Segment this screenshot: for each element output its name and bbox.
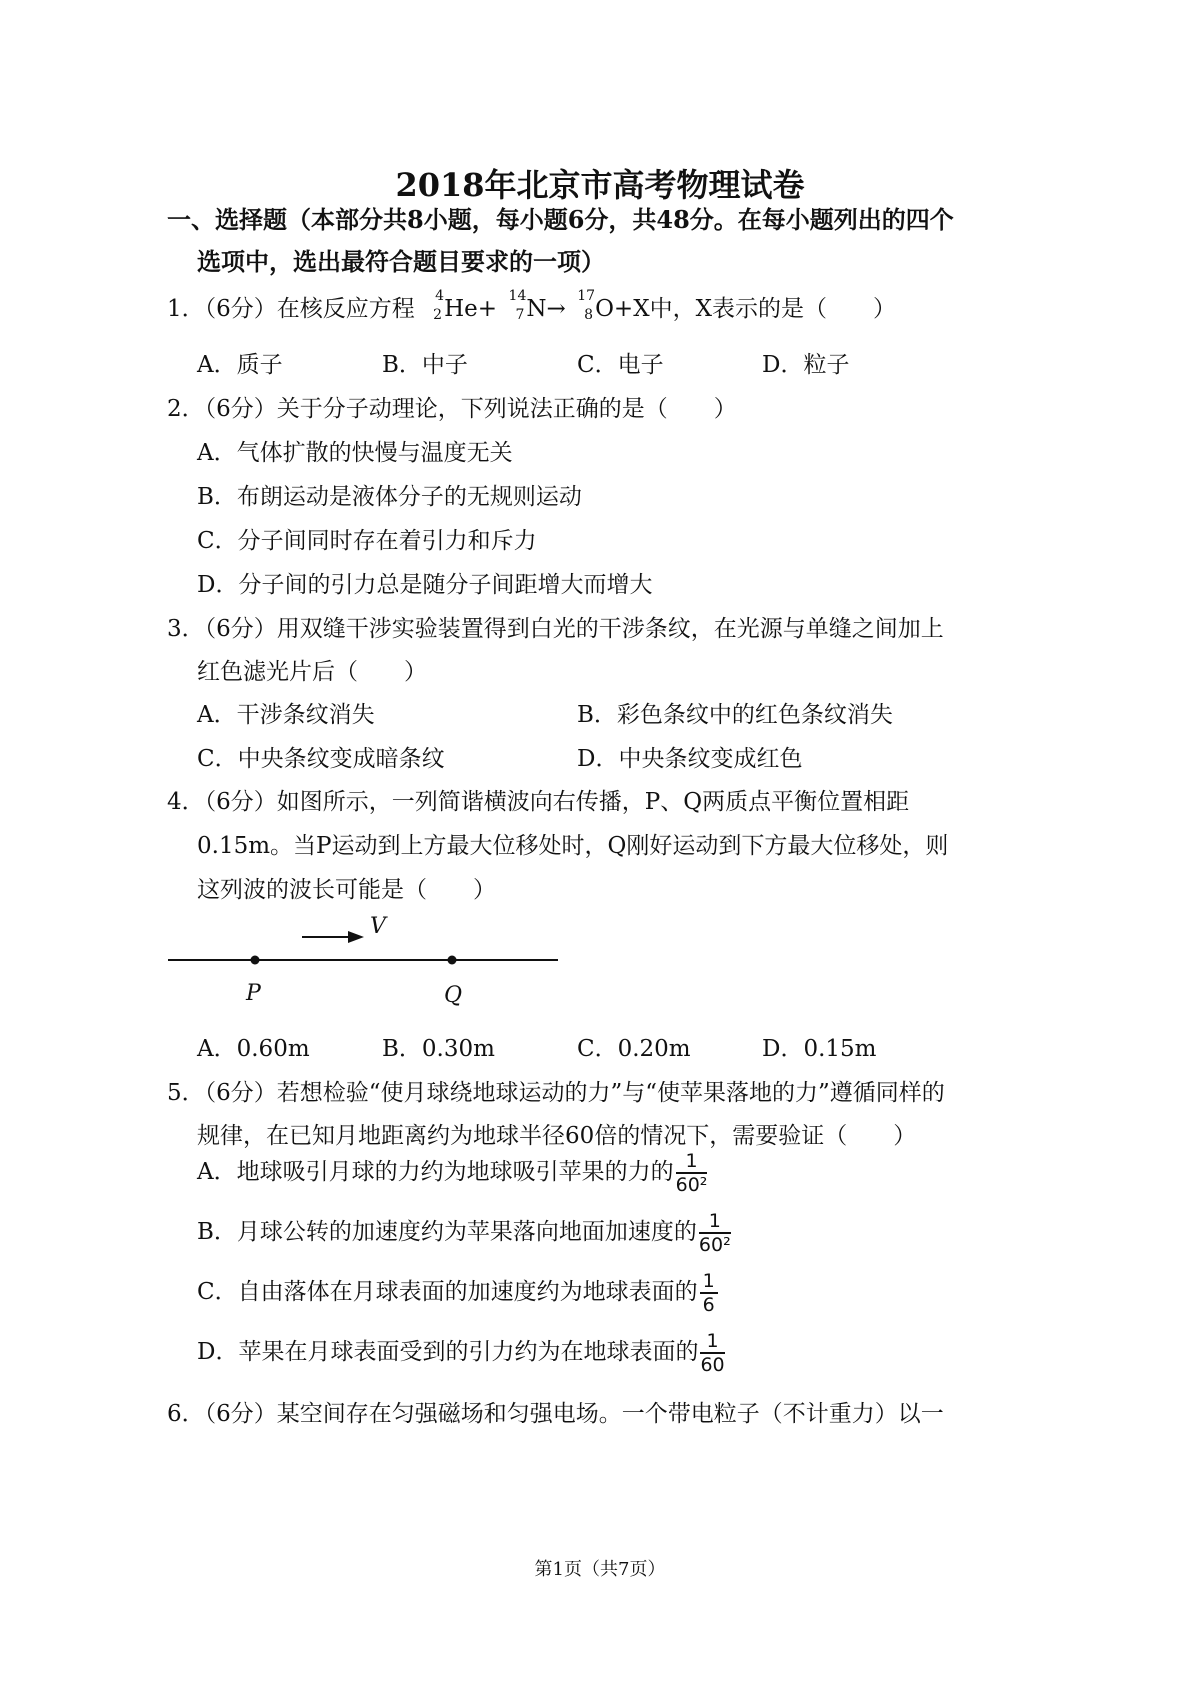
question-4-line3: 这列波的波长可能是（ ） <box>197 877 496 903</box>
o-symbol: O+X中，X表示的是（ ） <box>595 296 896 322</box>
q3-option-d: D．中央条纹变成红色 <box>577 746 803 772</box>
q3-option-c: C．中央条纹变成暗条纹 <box>197 746 445 772</box>
n-symbol: N→ <box>526 296 566 322</box>
o-isotope: 17 8 <box>577 288 596 323</box>
question-3-line2: 红色滤光片后（ ） <box>197 659 427 685</box>
q1-points: （6分） <box>204 296 277 322</box>
label-p: P <box>246 981 261 1006</box>
he-isotope: 4 2 <box>433 288 445 323</box>
q1-stem: 在核反应方程 <box>276 296 415 322</box>
section-heading-line2: 选项中，选出最符合题目要求的一项） <box>197 247 605 276</box>
question-3: 3．（6分）用双缝干涉实验装置得到白光的干涉条纹，在光源与单缝之间加上 <box>167 616 944 642</box>
q1-option-a: A．质子 <box>197 352 283 378</box>
label-q: Q <box>444 983 463 1008</box>
page-footer: 第1页（共7页） <box>534 1559 666 1580</box>
page-title: 2018年北京市高考物理试卷 <box>395 166 805 204</box>
q3-option-b: B．彩色条纹中的红色条纹消失 <box>577 702 893 728</box>
wave-figure <box>160 905 580 1020</box>
question-4-line2: 0.15m。当P运动到上方最大位移处时，Q刚好运动到下方最大位移处，则 <box>197 833 949 859</box>
fraction-c: $\frac{1}{6}$ <box>700 1270 718 1316</box>
he-symbol: He+ <box>444 296 498 322</box>
question-5-line2: 规律，在已知月地距离约为地球半径60倍的情况下，需要验证（ ） <box>197 1123 917 1149</box>
point-p <box>251 956 260 965</box>
velocity-arrow-icon <box>348 931 364 943</box>
q1-number: 1． <box>167 296 205 322</box>
q4-option-a: A．0.60m <box>197 1036 310 1062</box>
q5-option-a: A．地球吸引月球的力约为地球吸引苹果的力的 $\frac{1}{\text{60²}}$ <box>197 1150 708 1196</box>
q4-option-b: B．0.30m <box>382 1036 495 1062</box>
fraction-b: $\frac{1}{\text{60²}}$ <box>698 1210 731 1256</box>
n-isotope: 14 7 <box>508 288 527 323</box>
q5-option-b: B．月球公转的加速度约为苹果落向地面加速度的 $\frac{1}{\text{60²}}$ <box>197 1210 731 1256</box>
q5-option-c: C．自由落体在月球表面的加速度约为地球表面的 $\frac{1}{6}$ <box>197 1270 718 1316</box>
q1-option-d: D．粒子 <box>762 352 850 378</box>
question-1 <box>167 290 896 324</box>
question-4: 4．（6分）如图所示，一列简谐横波向右传播，P、Q两质点平衡位置相距 <box>167 789 910 815</box>
q5-option-d: D．苹果在月球表面受到的引力约为在地球表面的 $\frac{1}{60}$ <box>197 1330 725 1376</box>
fraction-a: $\frac{1}{\text{60²}}$ <box>675 1150 708 1196</box>
q2-option-d: D．分子间的引力总是随分子间距增大而增大 <box>197 572 653 598</box>
section-heading-line1: 一、选择题（本部分共8小题，每小题6分，共48分。在每小题列出的四个 <box>167 205 954 234</box>
q2-option-b: B．布朗运动是液体分子的无规则运动 <box>197 484 582 510</box>
question-6: 6．（6分）某空间存在匀强磁场和匀强电场。一个带电粒子（不计重力）以一 <box>167 1401 944 1427</box>
point-q <box>448 956 457 965</box>
q3-option-a: A．干涉条纹消失 <box>197 702 375 728</box>
q4-option-c: C．0.20m <box>577 1036 691 1062</box>
q1-option-b: B．中子 <box>382 352 468 378</box>
question-5: 5．（6分）若想检验“使月球绕地球运动的力”与“使苹果落地的力”遵循同样的 <box>167 1080 945 1106</box>
question-2: 2．（6分）关于分子动理论，下列说法正确的是（ ） <box>167 396 737 422</box>
q2-option-c: C．分子间同时存在着引力和斥力 <box>197 528 537 554</box>
label-v: V <box>370 914 386 939</box>
q1-option-c: C．电子 <box>577 352 664 378</box>
q2-option-a: A．气体扩散的快慢与温度无关 <box>197 440 513 466</box>
fraction-d: $\frac{1}{60}$ <box>700 1330 725 1376</box>
q4-option-d: D．0.15m <box>762 1036 877 1062</box>
